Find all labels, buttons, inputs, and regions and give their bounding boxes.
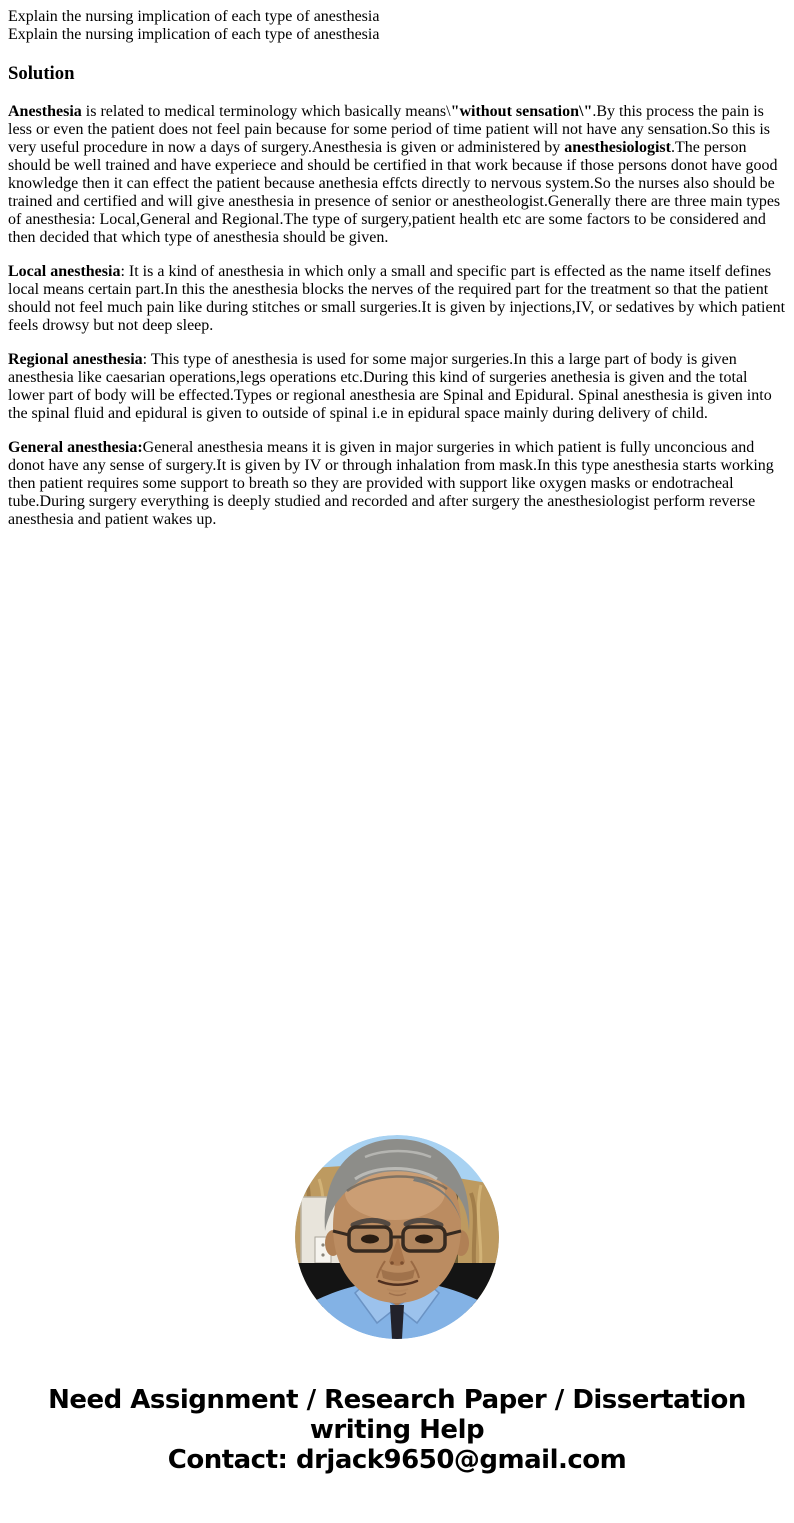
body-text: is related to medical terminology which basically means\	[81, 103, 451, 120]
question-section	[8, 8, 786, 44]
bold-term: Anesthesia	[8, 103, 82, 120]
body-text: .The person should be well trained and have experiece and should be certified in that work because if those persons donot have good knowledge then it can effect the patient because anethesia effcts directly to nervous system.So the nurses also should be trained and certified and will give anesthesia in presence of senior or anestheologist.Generally there are three main types of anesthesia: Local,General and Regional.The type of surgery,patient health etc are some factors to be considered and then decided that which type of anesthesia should be given.	[8, 139, 781, 246]
solution-page	[8, 8, 786, 1503]
bold-term: "without sensation\"	[450, 103, 593, 120]
solution-paragraph	[8, 439, 786, 529]
question-line-1: Explain the nursing implication of each type of anesthesia	[8, 8, 380, 25]
body-text: : It is a kind of anesthesia in which only a small and specific part is effected as the name itself defines local means certain part.In this the anesthesia blocks the nerves of the required part for the treatment so that the patient should not feel much pain like during stitches or small surgeries.It is given by injections,IV, or sedatives by which patient feels drowsy but not deep sleep.	[8, 263, 786, 334]
solution-heading: Solution	[8, 63, 75, 84]
bold-term: anesthesiologist	[564, 139, 671, 156]
tutor-avatar-photo	[295, 1135, 499, 1339]
footer-line-2: writing Help	[309, 1415, 485, 1445]
question-line-2: Explain the nursing implication of each type of anesthesia	[8, 26, 380, 43]
body-text: .By this process the pain is less or even the patient does not feel pain because for some period of time patient will not have any sensation.So this is very useful procedure in now a days of surgery.Anesthesia is given or administered by	[8, 103, 771, 156]
solution-paragraph	[8, 263, 786, 335]
solution-paragraph	[8, 103, 786, 247]
bold-term: Regional anesthesia	[8, 351, 143, 368]
footer-line-1: Need Assignment / Research Paper / Dissertation	[48, 1385, 746, 1415]
solution-body	[8, 103, 786, 529]
body-text: General anesthesia means it is given in major surgeries in which patient is fully unconcious and donot have any sense of surgery.It is given by IV or through inhalation from mask.In this type anesthesia starts working then patient requires some support to breath so they are provided with support like oxygen masks or endotracheal tube.During surgery everything is deeply studied and recorded and after surgery the anesthesiologist perform reverse anesthesia and patient wakes up.	[8, 439, 774, 528]
footer-cta	[8, 1385, 786, 1503]
bold-term: General anesthesia:	[8, 439, 143, 456]
body-text: : This type of anesthesia is used for some major surgeries.In this a large part of body is given anesthesia like caesarian operations,legs operations etc.During this kind of surgeries anethesia is given and the total lower part of body will be effected.Types or regional anesthesia are Spinal and Epidural. Spinal anesthesia is given into the spinal fluid and epidural is given to outside of spinal i.e in epidural space mainly during delivery of child.	[8, 351, 772, 422]
solution-paragraph	[8, 351, 786, 423]
tutor-portrait-illustration	[295, 1135, 499, 1339]
bold-term: Local anesthesia	[8, 263, 121, 280]
footer-contact-email: Contact: drjack9650@gmail.com	[167, 1445, 627, 1475]
